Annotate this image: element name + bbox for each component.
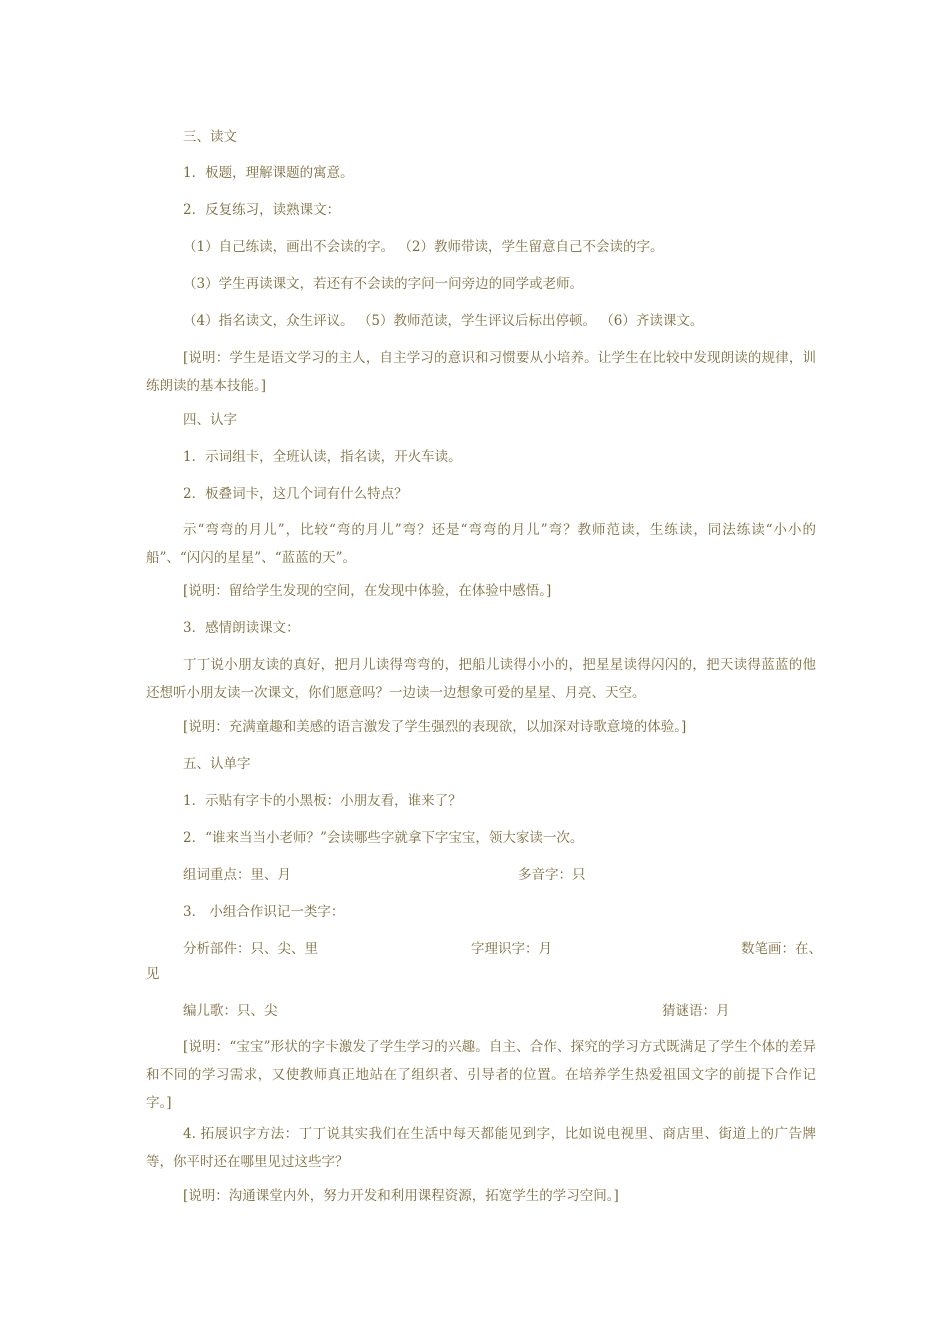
section-heading: 四、认字 — [183, 412, 237, 428]
count-strokes-continued: 见 — [146, 966, 160, 982]
polyphone-label: 多音字：只 — [518, 867, 586, 883]
list-item: （4）指名读文，众生评议。 （5）教师范读，学生评议后标出停顿。 （6）齐读课文。 — [183, 313, 704, 329]
note-paragraph: [说明：沟通课堂内外，努力开发和利用课程资源，拓宽学生的学习空间。] — [183, 1188, 619, 1204]
note-paragraph: [说明：“宝宝”形状的字卡激发了学生学习的兴趣。自主、合作、探究的学习方式既满足了学生个体的差异和不同的学习需求，又使教师真正地站在了组织者、引导者的位置。在培养学生热爱祖国文字的前提下合作记字。] — [146, 1039, 816, 1111]
count-strokes-label: 数笔画：在、 — [741, 941, 822, 957]
list-item: （3）学生再读课文，若还有不会读的字问一问旁边的同学或老师。 — [183, 276, 584, 292]
list-item: 1．示词组卡，全班认读，指名读，开火车读。 — [183, 449, 462, 465]
list-item: 2．“谁来当当小老师？”会读哪些字就拿下字宝宝，领大家读一次。 — [183, 830, 584, 846]
list-item: 4. 拓展识字方法：丁丁说其实我们在生活中每天都能见到字，比如说电视里、商店里、街道上的广告牌等，你平时还在哪里见过这些字？ — [146, 1126, 816, 1170]
body-paragraph: 丁丁说小朋友读的真好，把月儿读得弯弯的，把船儿读得小小的，把星星读得闪闪的，把天读得蓝蓝的他还想听小朋友读一次课文，你们愿意吗？一边读一边想象可爱的星星、月亮、天空。 — [146, 657, 816, 701]
list-item: 2．板叠词卡，这几个词有什么特点？ — [183, 486, 408, 502]
note-paragraph: [说明：充满童趣和美感的语言激发了学生强烈的表现欲，以加深对诗歌意境的体验。] — [183, 719, 687, 735]
list-item: 2．反复练习，读熟课文： — [183, 202, 341, 218]
riddle-label: 猜谜语：月 — [662, 1003, 730, 1019]
list-item: 1．板题，理解课题的寓意。 — [183, 165, 354, 181]
note-paragraph: [说明：留给学生发现的空间，在发现中体验，在体验中感悟。] — [183, 583, 552, 599]
list-item: （1）自己练读，画出不会读的字。 （2）教师带读，学生留意自己不会读的字。 — [183, 239, 664, 255]
character-logic-label: 字理识字：月 — [471, 941, 552, 957]
body-paragraph: 示“弯弯的月儿”，比较“弯的月儿”弯？还是“弯弯的月儿”弯？教师范读，生练读，同法练读“小小的船”、“闪闪的星星”、“蓝蓝的天”。 — [146, 522, 816, 566]
list-item: 3． 小组合作识记一类字： — [183, 904, 345, 920]
section-heading: 五、认单字 — [183, 756, 251, 772]
rhyme-label: 编儿歌：只、尖 — [183, 1003, 278, 1019]
list-item: 1．示贴有字卡的小黑板：小朋友看，谁来了？ — [183, 793, 462, 809]
analyze-parts-label: 分析部件：只、尖、里 — [183, 941, 318, 957]
list-item: 3．感情朗读课文： — [183, 620, 300, 636]
note-paragraph: [说明：学生是语文学习的主人，自主学习的意识和习惯要从小培养。让学生在比较中发现朗读的规律，训练朗读的基本技能。] — [146, 350, 816, 394]
word-group-label: 组词重点：里、月 — [183, 867, 291, 883]
section-heading: 三、读文 — [183, 129, 237, 145]
